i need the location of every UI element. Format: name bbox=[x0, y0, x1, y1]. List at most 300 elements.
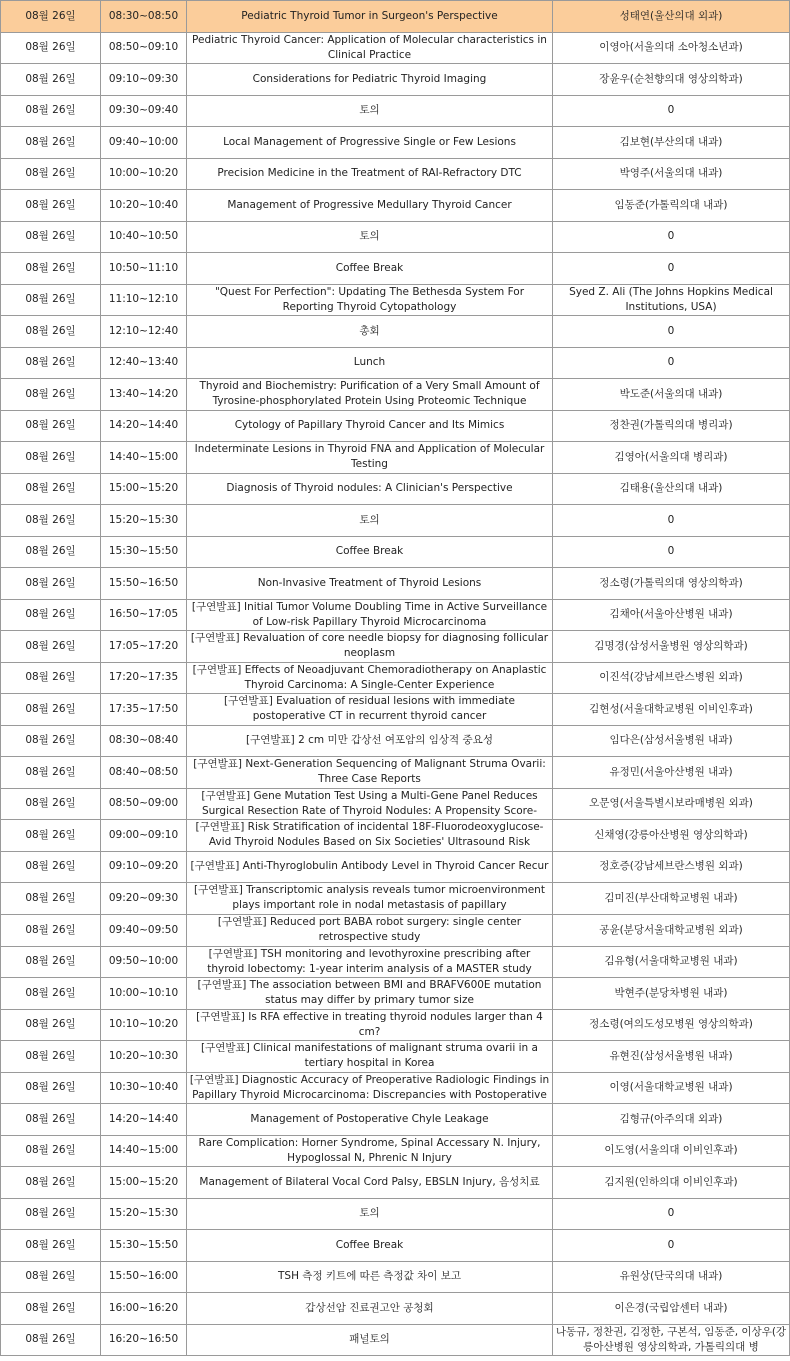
table-row bbox=[1, 820, 790, 852]
date-cell: 08월 26일 bbox=[1, 1072, 101, 1104]
title-cell-text: 총회 bbox=[359, 324, 380, 337]
time-cell: 08:50~09:10 bbox=[101, 32, 187, 64]
time-cell: 12:10~12:40 bbox=[101, 316, 187, 348]
table-row bbox=[1, 64, 790, 96]
title-cell-text: Management of Progressive Medullary Thyroid Cancer bbox=[227, 198, 512, 211]
speaker-cell bbox=[553, 694, 790, 726]
time-cell: 09:30~09:40 bbox=[101, 95, 187, 127]
speaker-cell-text: 정소령(여의도성모병원 영상의학과) bbox=[589, 1018, 753, 1031]
time-cell: 09:50~10:00 bbox=[101, 946, 187, 978]
date-cell: 08월 26일 bbox=[1, 284, 101, 316]
title-cell bbox=[187, 505, 553, 537]
speaker-cell bbox=[553, 1261, 790, 1293]
table-row bbox=[1, 978, 790, 1010]
time-cell: 09:00~09:10 bbox=[101, 820, 187, 852]
table-row bbox=[1, 1041, 790, 1073]
time-cell: 17:20~17:35 bbox=[101, 662, 187, 694]
speaker-cell bbox=[553, 757, 790, 789]
title-cell bbox=[187, 1072, 553, 1104]
date-cell: 08월 26일 bbox=[1, 883, 101, 915]
date-cell: 08월 26일 bbox=[1, 631, 101, 663]
table-row bbox=[1, 757, 790, 789]
date-cell: 08월 26일 bbox=[1, 915, 101, 947]
speaker-cell bbox=[553, 442, 790, 474]
title-cell-text: 토의 bbox=[359, 230, 380, 243]
title-cell-text: Precision Medicine in the Treatment of RAI-Refractory DTC bbox=[217, 167, 522, 180]
title-cell bbox=[187, 568, 553, 600]
speaker-cell-text: 정호증(강남세브란스병원 외과) bbox=[599, 860, 743, 873]
date-cell: 08월 26일 bbox=[1, 95, 101, 127]
date-cell: 08월 26일 bbox=[1, 1198, 101, 1230]
table-row bbox=[1, 379, 790, 411]
title-cell-text: [구연발표] Revaluation of core needle biopsy for diagnosing follicular neoplasm bbox=[190, 632, 549, 660]
speaker-cell-text: 이진석(강남세브란스병원 외과) bbox=[599, 671, 743, 684]
time-cell: 10:20~10:40 bbox=[101, 190, 187, 222]
title-cell-text: [구연발표] Evaluation of residual lesions with immediate postoperative CT in recurrent thyroid cancer bbox=[224, 695, 515, 723]
title-cell bbox=[187, 1293, 553, 1325]
speaker-cell-text: 김영아(서울의대 병리과) bbox=[614, 450, 728, 463]
speaker-cell-text: 0 bbox=[667, 1238, 675, 1251]
speaker-cell-text: 정찬권(가톨릭의대 병리과) bbox=[609, 419, 733, 432]
speaker-cell-text: 김현성(서울대학교병원 이비인후과) bbox=[589, 702, 753, 715]
speaker-cell bbox=[553, 379, 790, 411]
date-cell: 08월 26일 bbox=[1, 757, 101, 789]
speaker-cell-text: 공윤(분당서울대학교병원 외과) bbox=[599, 923, 743, 936]
table-row bbox=[1, 788, 790, 820]
speaker-cell-text: 신채영(강릉아산병원 영상의학과) bbox=[594, 828, 748, 841]
table-row bbox=[1, 347, 790, 379]
speaker-cell-text: 정소령(가톨릭의대 영상의학과) bbox=[599, 576, 743, 589]
speaker-cell-text: 김지원(인하의대 이비인후과) bbox=[604, 1175, 738, 1188]
date-cell: 08월 26일 bbox=[1, 158, 101, 190]
table-row bbox=[1, 505, 790, 537]
title-cell-text: [구연발표] Anti-Thyroglobulin Antibody Level in Thyroid Cancer Recur bbox=[190, 860, 549, 873]
time-cell: 10:50~11:10 bbox=[101, 253, 187, 285]
schedule-body bbox=[1, 1, 790, 1356]
date-cell: 08월 26일 bbox=[1, 442, 101, 474]
title-cell-text: Thyroid and Biochemistry: Purification of a Very Small Amount of Tyrosine-phosphorylated Protein Using Proteomic Technique bbox=[199, 380, 540, 408]
title-cell-text: Management of Postoperative Chyle Leakage bbox=[250, 1112, 489, 1125]
speaker-cell bbox=[553, 568, 790, 600]
time-cell: 14:20~14:40 bbox=[101, 410, 187, 442]
table-row bbox=[1, 473, 790, 505]
title-cell bbox=[187, 978, 553, 1010]
speaker-cell bbox=[553, 221, 790, 253]
title-cell bbox=[187, 64, 553, 96]
speaker-cell-text: 김형규(아주의대 외과) bbox=[619, 1112, 723, 1125]
speaker-cell-text: 장윤우(순천향의대 영상의학과) bbox=[599, 72, 743, 85]
speaker-cell bbox=[553, 915, 790, 947]
time-cell: 15:20~15:30 bbox=[101, 505, 187, 537]
speaker-cell bbox=[553, 631, 790, 663]
title-cell bbox=[187, 127, 553, 159]
date-cell: 08월 26일 bbox=[1, 662, 101, 694]
title-cell-text: TSH 측정 키트에 따른 측정값 차이 보고 bbox=[277, 1270, 461, 1283]
title-cell-text: [구연발표] Next-Generation Sequencing of Malignant Struma Ovarii: Three Case Reports bbox=[193, 758, 546, 786]
date-cell: 08월 26일 bbox=[1, 946, 101, 978]
speaker-cell-text: 박도준(서울의대 내과) bbox=[619, 387, 723, 400]
speaker-cell-text: 김미진(부산대학교병원 내과) bbox=[604, 891, 738, 904]
time-cell: 08:30~08:50 bbox=[101, 1, 187, 33]
time-cell: 15:00~15:20 bbox=[101, 1167, 187, 1199]
speaker-cell bbox=[553, 190, 790, 222]
title-cell bbox=[187, 190, 553, 222]
date-cell: 08월 26일 bbox=[1, 127, 101, 159]
date-cell: 08월 26일 bbox=[1, 1135, 101, 1167]
title-cell-text: [구연발표] Clinical manifestations of malignant struma ovarii in a tertiary hospital in Korea bbox=[201, 1042, 538, 1070]
speaker-cell-text: Syed Z. Ali (The Johns Hopkins Medical Institutions, USA) bbox=[569, 285, 773, 313]
date-cell: 08월 26일 bbox=[1, 1167, 101, 1199]
speaker-cell-text: 0 bbox=[667, 356, 675, 369]
title-cell bbox=[187, 158, 553, 190]
title-cell-text: 갑상선암 진료권고안 공청회 bbox=[305, 1301, 434, 1314]
speaker-cell-text: 0 bbox=[667, 324, 675, 337]
title-cell bbox=[187, 221, 553, 253]
speaker-cell bbox=[553, 64, 790, 96]
speaker-cell bbox=[553, 978, 790, 1010]
time-cell: 09:10~09:30 bbox=[101, 64, 187, 96]
title-cell bbox=[187, 1198, 553, 1230]
title-cell bbox=[187, 536, 553, 568]
table-row bbox=[1, 316, 790, 348]
speaker-cell bbox=[553, 253, 790, 285]
date-cell: 08월 26일 bbox=[1, 473, 101, 505]
speaker-cell-text: 박현주(분당차병원 내과) bbox=[614, 986, 728, 999]
date-cell: 08월 26일 bbox=[1, 788, 101, 820]
date-cell: 08월 26일 bbox=[1, 505, 101, 537]
title-cell-text: Pediatric Thyroid Tumor in Surgeon's Perspective bbox=[241, 9, 498, 22]
table-row bbox=[1, 410, 790, 442]
table-row bbox=[1, 1230, 790, 1262]
time-cell: 17:05~17:20 bbox=[101, 631, 187, 663]
table-row bbox=[1, 127, 790, 159]
speaker-cell bbox=[553, 788, 790, 820]
table-row bbox=[1, 694, 790, 726]
speaker-cell-text: 0 bbox=[667, 513, 675, 526]
speaker-cell bbox=[553, 883, 790, 915]
table-row bbox=[1, 442, 790, 474]
table-row bbox=[1, 631, 790, 663]
speaker-cell-text: 임다은(삼성서울병원 내과) bbox=[609, 734, 733, 747]
table-row bbox=[1, 599, 790, 631]
speaker-cell-text: 임동준(가톨릭의대 내과) bbox=[614, 198, 728, 211]
speaker-cell-text: 유현진(삼성서울병원 내과) bbox=[609, 1049, 733, 1062]
table-row bbox=[1, 32, 790, 64]
time-cell: 08:30~08:40 bbox=[101, 725, 187, 757]
title-cell bbox=[187, 915, 553, 947]
speaker-cell bbox=[553, 158, 790, 190]
time-cell: 09:40~10:00 bbox=[101, 127, 187, 159]
title-cell-text: 패널토의 bbox=[349, 1333, 390, 1346]
title-cell bbox=[187, 32, 553, 64]
date-cell: 08월 26일 bbox=[1, 64, 101, 96]
time-cell: 17:35~17:50 bbox=[101, 694, 187, 726]
speaker-cell bbox=[553, 725, 790, 757]
speaker-cell bbox=[553, 851, 790, 883]
title-cell-text: [구연발표] Gene Mutation Test Using a Multi-Gene Panel Reduces Surgical Resection Rate of Thyroid Nodules: A Propensity Score- bbox=[201, 789, 538, 817]
table-row bbox=[1, 883, 790, 915]
speaker-cell bbox=[553, 32, 790, 64]
speaker-cell bbox=[553, 536, 790, 568]
title-cell bbox=[187, 1230, 553, 1262]
speaker-cell bbox=[553, 505, 790, 537]
title-cell bbox=[187, 662, 553, 694]
title-cell bbox=[187, 473, 553, 505]
table-row bbox=[1, 1293, 790, 1325]
date-cell: 08월 26일 bbox=[1, 1, 101, 33]
time-cell: 11:10~12:10 bbox=[101, 284, 187, 316]
date-cell: 08월 26일 bbox=[1, 694, 101, 726]
speaker-cell-text: 0 bbox=[667, 261, 675, 274]
title-cell bbox=[187, 1104, 553, 1136]
title-cell-text: [구연발표] Effects of Neoadjuvant Chemoradiotherapy on Anaplastic Thyroid Carcinoma: A Single-Center Experience bbox=[192, 663, 547, 691]
time-cell: 09:10~09:20 bbox=[101, 851, 187, 883]
speaker-cell-text: 이영아(서울의대 소아청소년과) bbox=[599, 41, 743, 54]
title-cell-text: Coffee Break bbox=[335, 1238, 404, 1251]
speaker-cell bbox=[553, 316, 790, 348]
speaker-cell-text: 유정민(서울아산병원 내과) bbox=[609, 765, 733, 778]
title-cell-text: Management of Bilateral Vocal Cord Palsy, EBSLN Injury, 음성치료 bbox=[199, 1175, 540, 1188]
title-cell-text: Coffee Break bbox=[335, 545, 404, 558]
time-cell: 16:50~17:05 bbox=[101, 599, 187, 631]
time-cell: 16:20~16:50 bbox=[101, 1324, 187, 1356]
table-row bbox=[1, 1324, 790, 1356]
time-cell: 10:00~10:20 bbox=[101, 158, 187, 190]
time-cell: 13:40~14:20 bbox=[101, 379, 187, 411]
title-cell-text: [구연발표] The association between BMI and BRAFV600E mutation status may differ by primary tumor size bbox=[197, 979, 542, 1007]
title-cell bbox=[187, 883, 553, 915]
title-cell bbox=[187, 1324, 553, 1356]
date-cell: 08월 26일 bbox=[1, 316, 101, 348]
speaker-cell bbox=[553, 95, 790, 127]
title-cell bbox=[187, 694, 553, 726]
speaker-cell bbox=[553, 1041, 790, 1073]
date-cell: 08월 26일 bbox=[1, 536, 101, 568]
speaker-cell-text: 성태연(울산의대 외과) bbox=[619, 9, 723, 22]
speaker-cell-text: 김태용(울산의대 내과) bbox=[619, 482, 723, 495]
speaker-cell bbox=[553, 1, 790, 33]
speaker-cell-text: 이도영(서울의대 이비인후과) bbox=[604, 1144, 738, 1157]
speaker-cell bbox=[553, 1167, 790, 1199]
title-cell bbox=[187, 284, 553, 316]
speaker-cell bbox=[553, 127, 790, 159]
title-cell bbox=[187, 442, 553, 474]
speaker-cell bbox=[553, 1324, 790, 1356]
speaker-cell-text: 김보현(부산의대 내과) bbox=[619, 135, 723, 148]
title-cell bbox=[187, 316, 553, 348]
speaker-cell-text: 이은경(국립암센터 내과) bbox=[614, 1301, 728, 1314]
speaker-cell bbox=[553, 599, 790, 631]
speaker-cell bbox=[553, 410, 790, 442]
date-cell: 08월 26일 bbox=[1, 190, 101, 222]
title-cell-text: [구연발표] 2 cm 미만 갑상선 여포암의 임상적 중요성 bbox=[246, 734, 493, 747]
title-cell bbox=[187, 725, 553, 757]
title-cell-text: Non-Invasive Treatment of Thyroid Lesions bbox=[257, 576, 482, 589]
title-cell bbox=[187, 379, 553, 411]
date-cell: 08월 26일 bbox=[1, 978, 101, 1010]
title-cell bbox=[187, 1, 553, 33]
date-cell: 08월 26일 bbox=[1, 1230, 101, 1262]
title-cell-text: [구연발표] Reduced port BABA robot surgery: single center retrospective study bbox=[217, 916, 522, 944]
table-row bbox=[1, 1009, 790, 1041]
title-cell bbox=[187, 347, 553, 379]
title-cell-text: [구연발표] Initial Tumor Volume Doubling Time in Active Surveillance of Low-risk Papillary Thyroid Microcarcinoma bbox=[191, 600, 548, 628]
title-cell bbox=[187, 599, 553, 631]
time-cell: 14:20~14:40 bbox=[101, 1104, 187, 1136]
time-cell: 12:40~13:40 bbox=[101, 347, 187, 379]
table-row bbox=[1, 915, 790, 947]
title-cell-text: [구연발표] Transcriptomic analysis reveals tumor microenvironment plays important role in nodal metastasis of papillary bbox=[194, 884, 545, 912]
title-cell-text: Considerations for Pediatric Thyroid Imaging bbox=[252, 72, 487, 85]
title-cell bbox=[187, 410, 553, 442]
title-cell-text: Indeterminate Lesions in Thyroid FNA and Application of Molecular Testing bbox=[194, 443, 545, 471]
speaker-cell bbox=[553, 1230, 790, 1262]
table-row bbox=[1, 662, 790, 694]
table-row bbox=[1, 851, 790, 883]
table-row bbox=[1, 253, 790, 285]
date-cell: 08월 26일 bbox=[1, 568, 101, 600]
time-cell: 15:30~15:50 bbox=[101, 1230, 187, 1262]
title-cell-text: Diagnosis of Thyroid nodules: A Clinician's Perspective bbox=[226, 482, 513, 495]
date-cell: 08월 26일 bbox=[1, 851, 101, 883]
title-cell bbox=[187, 1167, 553, 1199]
speaker-cell-text: 이영(서울대학교병원 내과) bbox=[609, 1081, 733, 1094]
title-cell-text: [구연발표] Is RFA effective in treating thyroid nodules larger than 4 cm? bbox=[196, 1010, 543, 1038]
date-cell: 08월 26일 bbox=[1, 1261, 101, 1293]
time-cell: 14:40~15:00 bbox=[101, 442, 187, 474]
time-cell: 15:20~15:30 bbox=[101, 1198, 187, 1230]
time-cell: 16:00~16:20 bbox=[101, 1293, 187, 1325]
title-cell bbox=[187, 1135, 553, 1167]
date-cell: 08월 26일 bbox=[1, 1324, 101, 1356]
speaker-cell bbox=[553, 1009, 790, 1041]
time-cell: 10:20~10:30 bbox=[101, 1041, 187, 1073]
time-cell: 10:10~10:20 bbox=[101, 1009, 187, 1041]
date-cell: 08월 26일 bbox=[1, 599, 101, 631]
table-row bbox=[1, 1072, 790, 1104]
speaker-cell-text: 박영주(서울의대 내과) bbox=[619, 167, 723, 180]
speaker-cell bbox=[553, 347, 790, 379]
date-cell: 08월 26일 bbox=[1, 410, 101, 442]
speaker-cell bbox=[553, 473, 790, 505]
title-cell-text: [구연발표] Diagnostic Accuracy of Preoperative Radiologic Findings in Papillary Thyroid Microcarcinoma: Discrepancies with Postoperative bbox=[189, 1073, 550, 1101]
time-cell: 08:40~08:50 bbox=[101, 757, 187, 789]
speaker-cell-text: 오문영(서울특별시보라매병원 외과) bbox=[589, 797, 753, 810]
title-cell bbox=[187, 820, 553, 852]
time-cell: 14:40~15:00 bbox=[101, 1135, 187, 1167]
title-cell-text: "Quest For Perfection": Updating The Bethesda System For Reporting Thyroid Cytopathology bbox=[214, 285, 525, 313]
date-cell: 08월 26일 bbox=[1, 820, 101, 852]
title-cell-text: [구연발표] TSH monitoring and levothyroxine prescribing after thyroid lobectomy: 1-year interim analysis of a MASTER study bbox=[207, 947, 532, 975]
title-cell-text: 토의 bbox=[359, 513, 380, 526]
title-cell-text: 토의 bbox=[359, 1207, 380, 1220]
table-row bbox=[1, 536, 790, 568]
time-cell: 15:30~15:50 bbox=[101, 536, 187, 568]
speaker-cell bbox=[553, 1072, 790, 1104]
date-cell: 08월 26일 bbox=[1, 1009, 101, 1041]
title-cell bbox=[187, 788, 553, 820]
title-cell-text: Pediatric Thyroid Cancer: Application of Molecular characteristics in Clinical Practice bbox=[192, 33, 547, 61]
speaker-cell-text: 김채아(서울아산병원 내과) bbox=[609, 608, 733, 621]
table-row bbox=[1, 568, 790, 600]
date-cell: 08월 26일 bbox=[1, 725, 101, 757]
time-cell: 10:30~10:40 bbox=[101, 1072, 187, 1104]
speaker-cell bbox=[553, 284, 790, 316]
speaker-cell-text: 0 bbox=[667, 545, 675, 558]
table-row bbox=[1, 1198, 790, 1230]
date-cell: 08월 26일 bbox=[1, 1041, 101, 1073]
title-cell bbox=[187, 253, 553, 285]
date-cell: 08월 26일 bbox=[1, 221, 101, 253]
title-cell-text: Local Management of Progressive Single or Few Lesions bbox=[223, 135, 516, 148]
speaker-cell-text: 나동규, 정찬권, 김정한, 구본석, 임동준, 이상우(강릉아산병원 영상의학과, 가톨릭의대 병 bbox=[555, 1325, 787, 1353]
table-row bbox=[1, 190, 790, 222]
speaker-cell bbox=[553, 1104, 790, 1136]
speaker-cell bbox=[553, 1293, 790, 1325]
time-cell: 09:40~09:50 bbox=[101, 915, 187, 947]
title-cell-text: Coffee Break bbox=[335, 261, 404, 274]
speaker-cell-text: 김명경(삼성서울병원 영상의학과) bbox=[594, 639, 748, 652]
title-cell bbox=[187, 95, 553, 127]
table-row bbox=[1, 1167, 790, 1199]
table-row bbox=[1, 284, 790, 316]
table-row bbox=[1, 946, 790, 978]
table-row bbox=[1, 1104, 790, 1136]
date-cell: 08월 26일 bbox=[1, 379, 101, 411]
title-cell bbox=[187, 757, 553, 789]
table-row bbox=[1, 1135, 790, 1167]
speaker-cell bbox=[553, 820, 790, 852]
speaker-cell-text: 0 bbox=[667, 230, 675, 243]
table-row bbox=[1, 95, 790, 127]
title-cell bbox=[187, 946, 553, 978]
speaker-cell-text: 0 bbox=[667, 104, 675, 117]
time-cell: 09:20~09:30 bbox=[101, 883, 187, 915]
title-cell bbox=[187, 1261, 553, 1293]
time-cell: 15:00~15:20 bbox=[101, 473, 187, 505]
speaker-cell bbox=[553, 946, 790, 978]
title-cell-text: Rare Complication: Horner Syndrome, Spinal Accessary N. Injury, Hypoglossal N, Phrenic N Injury bbox=[198, 1136, 541, 1164]
speaker-cell-text: 0 bbox=[667, 1207, 675, 1220]
title-cell-text: [구연발표] Risk Stratification of incidental 18F-Fluorodeoxyglucose-Avid Thyroid Nodules Based on Six Societies' Ultrasound Risk bbox=[195, 821, 544, 849]
date-cell: 08월 26일 bbox=[1, 1104, 101, 1136]
time-cell: 10:40~10:50 bbox=[101, 221, 187, 253]
speaker-cell bbox=[553, 662, 790, 694]
table-row bbox=[1, 1261, 790, 1293]
title-cell-text: 토의 bbox=[359, 104, 380, 117]
time-cell: 10:00~10:10 bbox=[101, 978, 187, 1010]
time-cell: 15:50~16:00 bbox=[101, 1261, 187, 1293]
speaker-cell-text: 유원상(단국의대 내과) bbox=[619, 1270, 723, 1283]
table-row bbox=[1, 221, 790, 253]
title-cell bbox=[187, 851, 553, 883]
title-cell-text: Lunch bbox=[353, 356, 386, 369]
title-cell-text: Cytology of Papillary Thyroid Cancer and Its Mimics bbox=[234, 419, 505, 432]
table-row bbox=[1, 725, 790, 757]
speaker-cell bbox=[553, 1198, 790, 1230]
title-cell bbox=[187, 1009, 553, 1041]
title-cell bbox=[187, 631, 553, 663]
speaker-cell-text: 김유형(서울대학교병원 내과) bbox=[604, 955, 738, 968]
table-row bbox=[1, 158, 790, 190]
title-cell bbox=[187, 1041, 553, 1073]
speaker-cell bbox=[553, 1135, 790, 1167]
table-row bbox=[1, 1, 790, 33]
date-cell: 08월 26일 bbox=[1, 253, 101, 285]
date-cell: 08월 26일 bbox=[1, 32, 101, 64]
date-cell: 08월 26일 bbox=[1, 347, 101, 379]
time-cell: 15:50~16:50 bbox=[101, 568, 187, 600]
